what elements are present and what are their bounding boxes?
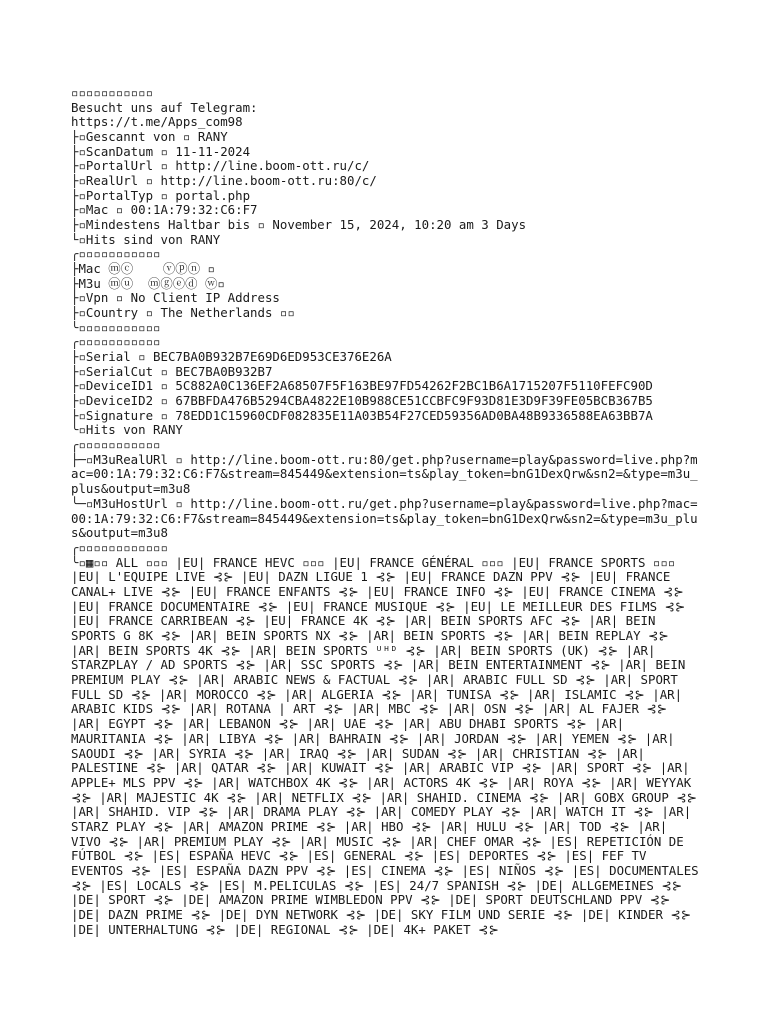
device-block-top: ╭▫▫▫▫▫▫▫▫▫▫▫: [71, 247, 161, 262]
device-vpn: ├▫Vpn ▫ No Client IP Address: [71, 291, 280, 306]
signature: ├▫Signature ▫ 78EDD1C15960CDF082835E11A03B54F27CED59356AD0BA48B9336588EA63BB7A: [71, 408, 653, 423]
telegram-link[interactable]: https://t.me/Apps_com98: [71, 115, 243, 130]
m3u-block-top: ╭▫▫▫▫▫▫▫▫▫▫▫: [71, 438, 161, 453]
channel-list-block: [71, 541, 701, 938]
scan-real-url: ├▫RealUrl ▫ http://line.boom-ott.ru:80/c/: [71, 174, 377, 189]
device-info-block: [71, 247, 701, 335]
m3u-real-url: ├─▫M3uRealURl ▫ http://line.boom-ott.ru:80/get.php?username=play&password=live.php?mac=00:1A:79:32:C6:F7&stream=845449&extension=ts&play_token=bnG1DexQrw&sn2=&type=m3u_plus&output=m3u8: [71, 451, 698, 497]
m3u-info-block: [71, 438, 701, 541]
device-country: ├▫Country ▫ The Netherlands ▫▫: [71, 306, 295, 321]
document-text: [71, 86, 701, 937]
device-block-bottom: ╰▫▫▫▫▫▫▫▫▫▫▫: [71, 320, 161, 335]
scan-date: ├▫ScanDatum ▫ 11-11-2024: [71, 144, 251, 159]
m3u-host-url: ╰─▫M3uHostUrl ▫ http://line.boom-ott.ru/get.php?username=play&password=live.php?mac=00:1A:79:32:C6:F7&stream=845449&extension=ts&play_token=bnG1DexQrw&sn2=&type=m3u_plus&output=m3u8: [71, 495, 698, 541]
channel-block-top: ╭▫▫▫▫▫▫▫▫▫▫▫▫: [71, 540, 168, 555]
serial-block-top: ╭▫▫▫▫▫▫▫▫▫▫▫: [71, 335, 161, 350]
device-id-2: ├▫DeviceID2 ▫ 67BBFDA476B5294CBA4822E10B988CE51CCBFC9F93D81E3D9F39FE05BCB367B5: [71, 394, 653, 409]
serial-cut: ├▫SerialCut ▫ BEC7BA0B932B7: [71, 364, 273, 379]
serial-number: ├▫Serial ▫ BEC7BA0B932B7E69D6ED953CE376E26A: [71, 350, 392, 365]
scan-info-block: [71, 130, 701, 247]
device-mac-status: ├Mac ⓜⓒ ⓥⓟⓝ ▫: [71, 262, 216, 277]
scan-portal-type: ├▫PortalTyp ▫ portal.php: [71, 188, 251, 203]
serial-hits: ╰▫Hits von RANY: [71, 423, 183, 438]
telegram-header: [71, 86, 701, 130]
channel-categories-list: ╰▫▦▫▫ ALL ▫▫▫ |EU| FRANCE HEVC ▫▫▫ |EU| FRANCE GÉNÉRAL ▫▫▫ |EU| FRANCE SPORTS ▫▫▫ |EU| L'EQUIPE LIVE ⊰⊱ |EU| DAZN LIGUE 1 ⊰⊱ |EU| FRANCE DAZN PPV ⊰⊱ |EU| FRANCE CANAL+ LIVE ⊰⊱ |EU| FRANCE ENFANTS ⊰⊱ |EU| FRANCE INFO ⊰⊱ |EU| FRANCE CINEMA ⊰⊱ |EU| FRANCE DOCUMENTAIRE ⊰⊱ |EU| FRANCE MUSIQUE ⊰⊱ |EU| LE MEILLEUR DES FILMS ⊰⊱ |EU| FRANCE CARRIBEAN ⊰⊱ |EU| FRANCE 4K ⊰⊱ |AR| BEIN SPORTS AFC ⊰⊱ |AR| BEIN SPORTS G 8K ⊰⊱ |AR| BEIN SPORTS NX ⊰⊱ |AR| BEIN SPORTS ⊰⊱ |AR| BEIN REPLAY ⊰⊱ |AR| BEIN SPORTS 4K ⊰⊱ |AR| BEIN SPORTS ᵁᴴᴰ ⊰⊱ |AR| BEIN SPORTS (UK) ⊰⊱ |AR| STARZPLAY / AD SPORTS ⊰⊱ |AR| SSC SPORTS ⊰⊱ |AR| BEIN ENTERTAINMENT ⊰⊱ |AR| BEIN PREMIUM PLAY ⊰⊱ |AR| ARABIC NEWS & FACTUAL ⊰⊱ |AR| ARABIC FULL SD ⊰⊱ |AR| SPORT FULL SD ⊰⊱ |AR| MOROCCO ⊰⊱ |AR| ALGERIA ⊰⊱ |AR| TUNISA ⊰⊱ |AR| ISLAMIC ⊰⊱ |AR| ARABIC KIDS ⊰⊱ |AR| ROTANA | ART ⊰⊱ |AR| MBC ⊰⊱ |AR| OSN ⊰⊱ |AR| AL FAJER ⊰⊱ |AR| EGYPT ⊰⊱ |AR| LEBANON ⊰⊱ |AR| UAE ⊰⊱ |AR| ABU DHABI SPORTS ⊰⊱ |AR| MAURITANIA ⊰⊱ |AR| LIBYA ⊰⊱ |AR| BAHRAIN ⊰⊱ |AR| JORDAN ⊰⊱ |AR| YEMEN ⊰⊱ |AR| SAOUDI ⊰⊱ |AR| SYRIA ⊰⊱ |AR| IRAQ ⊰⊱ |AR| SUDAN ⊰⊱ |AR| CHRISTIAN ⊰⊱ |AR| PALESTINE ⊰⊱ |AR| QATAR ⊰⊱ |AR| KUWAIT ⊰⊱ |AR| ARABIC VIP ⊰⊱ |AR| SPORT ⊰⊱ |AR| APPLE+ MLS PPV ⊰⊱ |AR| WATCHBOX 4K ⊰⊱ |AR| ACTORS 4K ⊰⊱ |AR| ROYA ⊰⊱ |AR| WEYYAK ⊰⊱ |AR| MAJESTIC 4K ⊰⊱ |AR| NETFLIX ⊰⊱ |AR| SHAHID. CINEMA ⊰⊱ |AR| GOBX GROUP ⊰⊱ |AR| SHAHID. VIP ⊰⊱ |AR| DRAMA PLAY ⊰⊱ |AR| COMEDY PLAY ⊰⊱ |AR| WATCH IT ⊰⊱ |AR| STARZ PLAY ⊰⊱ |AR| AMAZON PRIME ⊰⊱ |AR| HBO ⊰⊱ |AR| HULU ⊰⊱ |AR| TOD ⊰⊱ |AR| VIVO ⊰⊱ |AR| PREMIUM PLAY ⊰⊱ |AR| MUSIC ⊰⊱ |AR| CHEF OMAR ⊰⊱ |ES| REPETICIÓN DE FÚTBOL ⊰⊱ |ES| ESPAÑA HEVC ⊰⊱ |ES| GENERAL ⊰⊱ |ES| DEPORTES ⊰⊱ |ES| FEF TV EVENTOS ⊰⊱ |ES| ESPAÑA DAZN PPV ⊰⊱ |ES| CINEMA ⊰⊱ |ES| NIÑOS ⊰⊱ |ES| DOCUMENTALES ⊰⊱ |ES| LOCALS ⊰⊱ |ES| M.PELICULAS ⊰⊱ |ES| 24/7 SPANISH ⊰⊱ |DE| ALLGEMEINES ⊰⊱ |DE| SPORT ⊰⊱ |DE| AMAZON PRIME WIMBLEDON PPV ⊰⊱ |DE| SPORT DEUTSCHLAND PPV ⊰⊱ |DE| DAZN PRIME ⊰⊱ |DE| DYN NETWORK ⊰⊱ |DE| SKY FILM UND SERIE ⊰⊱ |DE| KINDER ⊰⊱ |DE| UNTERHALTUNG ⊰⊱ |DE| REGIONAL ⊰⊱ |DE| 4K+ PAKET ⊰⊱: [71, 554, 699, 937]
scan-mac: ├▫Mac ▫ 00:1A:79:32:C6:F7: [71, 203, 258, 218]
header-decor: ▫▫▫▫▫▫▫▫▫▫▫: [71, 86, 154, 100]
scan-hits: └▫Hits sind von RANY: [71, 232, 221, 247]
device-id-1: ├▫DeviceID1 ▫ 5C882A0C136EF2A68507F5F163BE97FD54262F2BC1B6A1715207F5110FEFC90D: [71, 379, 653, 394]
scan-scanned-by: ├▫Gescannt von ▫ RANY: [71, 130, 228, 145]
scan-expiry: ├▫Mindestens Haltbar bis ▫ November 15, 2024, 10:20 am 3 Days: [71, 218, 527, 233]
serial-info-block: [71, 335, 701, 438]
telegram-label: Besucht uns auf Telegram:: [71, 100, 258, 115]
scan-portal-url: ├▫PortalUrl ▫ http://line.boom-ott.ru/c/: [71, 159, 370, 174]
device-m3u-status: ├M3u ⓜⓤ ⓜⓖⓔⓓ ⓦ▫: [71, 276, 225, 291]
